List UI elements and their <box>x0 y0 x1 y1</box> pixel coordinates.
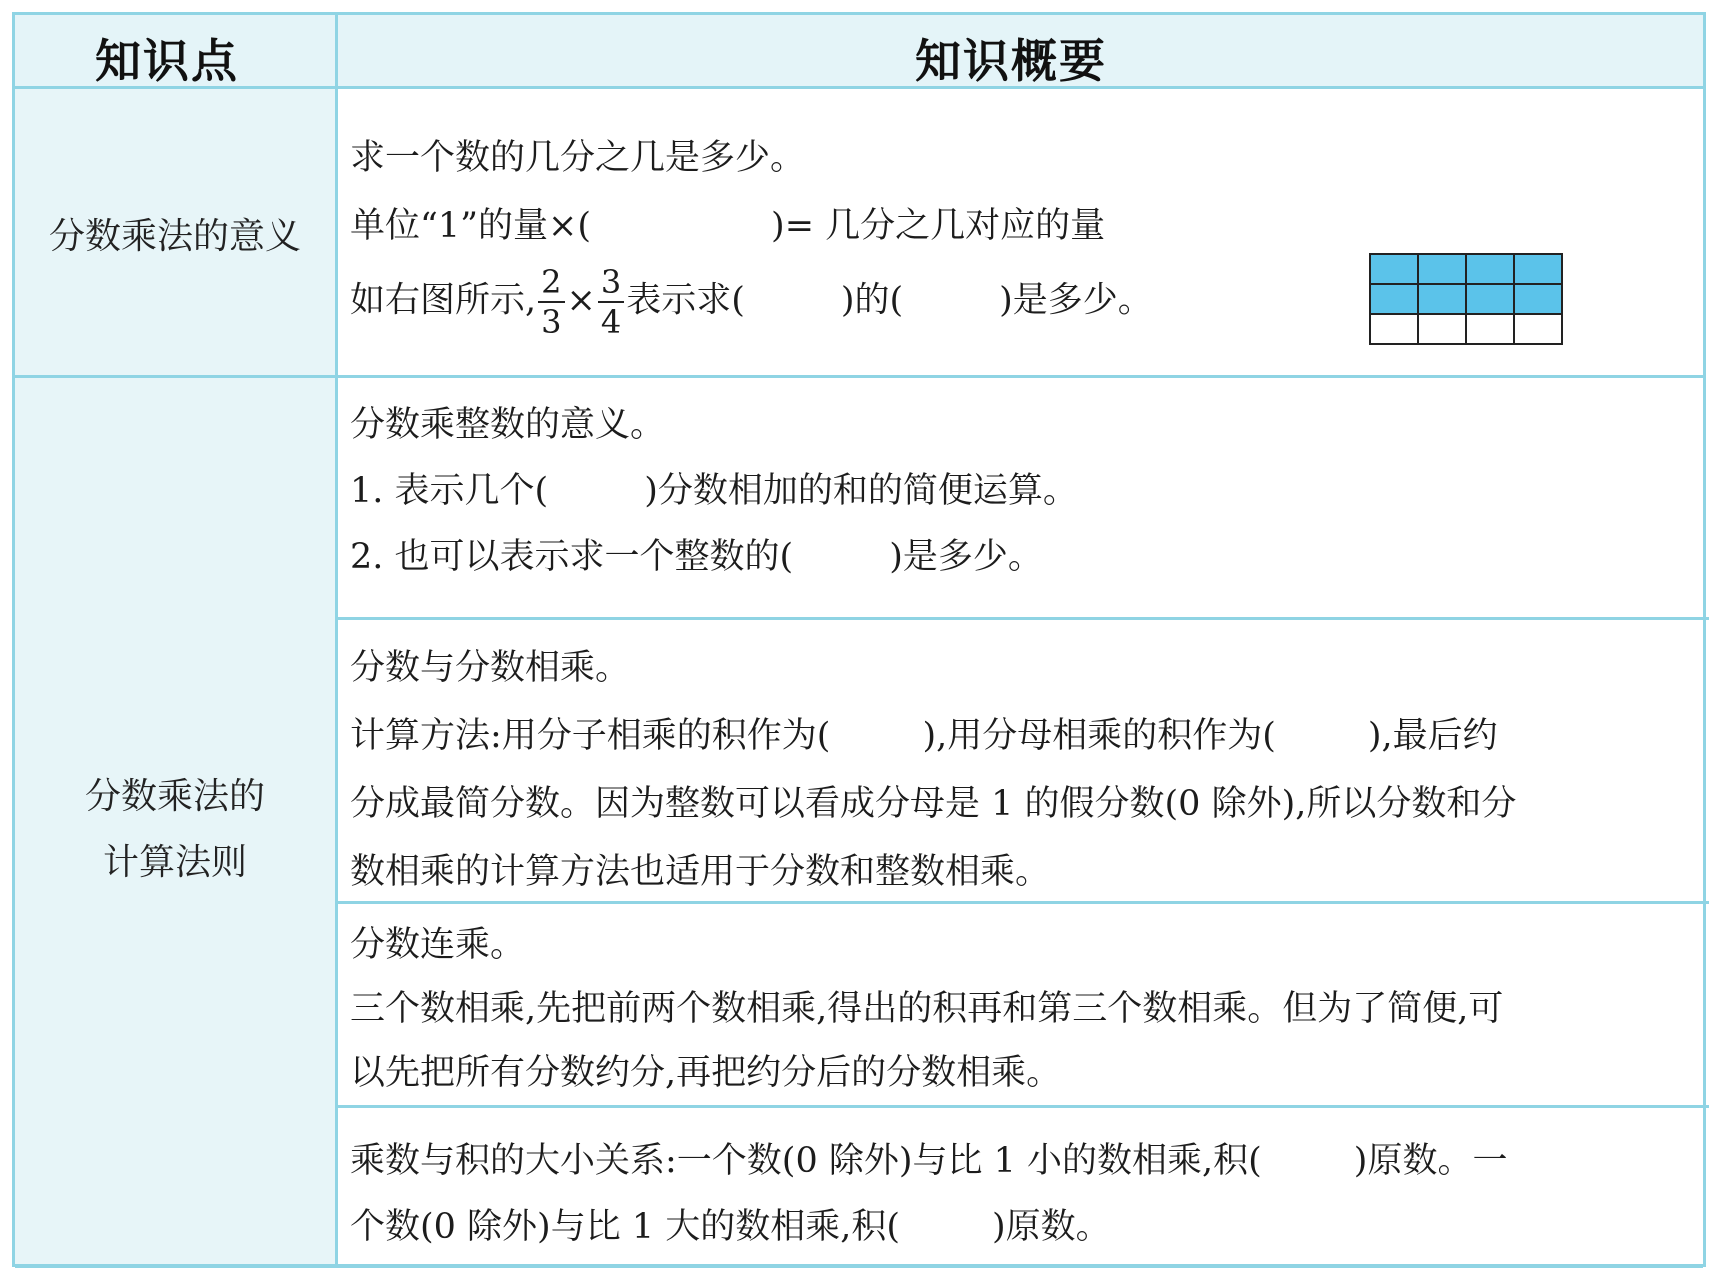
blockC-line-3: 以先把所有分数约分,再把约分后的分数相乘。 <box>350 1053 1062 1093</box>
blockA-line-2 <box>350 463 1078 513</box>
times-sign: × <box>566 280 596 321</box>
section-title-rules-2: 计算法则 <box>102 842 247 883</box>
grid-cell-empty <box>1418 314 1466 344</box>
meaning-line-3 <box>350 263 1153 341</box>
meaning-line-3-c: )是多少。 <box>999 280 1153 321</box>
fraction-denominator: 4 <box>600 303 622 341</box>
fraction-2-3 <box>538 263 564 341</box>
blockA-line-2-pre: 1. 表示几个( <box>350 471 549 511</box>
blockD-line-2 <box>350 1199 1111 1249</box>
blockC-line-1: 分数连乘。 <box>350 925 526 965</box>
blockB-line-2-pre: 计算方法:用分子相乘的积作为( <box>350 716 831 756</box>
meaning-line-1: 求一个数的几分之几是多少。 <box>350 138 806 178</box>
meaning-line-2 <box>350 198 1105 248</box>
fraction-area-grid <box>1367 251 1567 347</box>
row-divider-4 <box>335 1105 1709 1108</box>
grid-cell-empty <box>1370 314 1418 344</box>
fraction-3-4 <box>598 263 624 341</box>
column-divider <box>335 15 338 1264</box>
blockB-line-2-mid: ),用分母相乘的积作为( <box>922 716 1276 756</box>
blockA-line-3-pre: 2. 也可以表示求一个整数的( <box>350 537 794 577</box>
blockB-line-1: 分数与分数相乘。 <box>350 648 631 688</box>
grid-cell-shaded <box>1418 284 1466 314</box>
grid-cell-shaded <box>1418 254 1466 284</box>
grid-cell-shaded <box>1370 254 1418 284</box>
knowledge-table <box>12 12 1706 1267</box>
meaning-line-3-a: 表示求( <box>626 280 745 321</box>
row-divider-2 <box>335 617 1709 620</box>
blockB-line-2-post: ),最后约 <box>1367 716 1498 756</box>
blockA-line-3 <box>350 529 1043 579</box>
blockA-line-1: 分数乘整数的意义。 <box>350 405 666 445</box>
blockB-line-2 <box>350 708 1498 758</box>
grid-cell-shaded <box>1370 284 1418 314</box>
blockA-line-2-post: )分数相加的和的简便运算。 <box>644 471 1078 511</box>
blockC-line-2: 三个数相乘,先把前两个数相乘,得出的积再和第三个数相乘。但为了简便,可 <box>350 989 1504 1029</box>
table-header <box>15 15 1703 89</box>
header-knowledge-point: 知识点 <box>95 34 239 88</box>
section-title-meaning: 分数乘法的意义 <box>48 216 301 257</box>
blockD-line-2-post: )原数。 <box>992 1207 1111 1247</box>
row-divider-3 <box>335 901 1709 904</box>
meaning-line-2-pre: 单位“1”的量×( <box>350 206 592 246</box>
meaning-line-3-pre: 如右图所示, <box>350 280 537 321</box>
blockD-line-1-post: )原数。一 <box>1353 1141 1508 1181</box>
grid-cell-empty <box>1466 314 1514 344</box>
section-title-rules-1: 分数乘法的 <box>84 776 265 817</box>
grid-cell-shaded <box>1466 284 1514 314</box>
grid-cell-shaded <box>1514 284 1562 314</box>
grid-cell-shaded <box>1514 254 1562 284</box>
blockD-line-1-pre: 乘数与积的大小关系:一个数(0 除外)与比 1 小的数相乘,积( <box>350 1141 1262 1181</box>
blockD-line-2-pre: 个数(0 除外)与比 1 大的数相乘,积( <box>350 1207 901 1247</box>
meaning-line-3-b: )的( <box>840 280 904 321</box>
blockB-line-4: 数相乘的计算方法也适用于分数和整数相乘。 <box>350 852 1051 892</box>
row-divider-1 <box>15 375 1703 378</box>
row-divider-bottom <box>15 1265 1703 1268</box>
meaning-line-2-post: )= 几分之几对应的量 <box>771 206 1106 246</box>
blockA-line-3-post: )是多少。 <box>889 537 1043 577</box>
header-knowledge-summary: 知识概要 <box>915 34 1107 88</box>
grid-cell-empty <box>1514 314 1562 344</box>
fraction-numerator: 3 <box>598 263 624 303</box>
fraction-denominator: 3 <box>541 303 562 341</box>
blockD-line-1 <box>350 1133 1507 1183</box>
fraction-numerator: 2 <box>538 263 564 303</box>
blockB-line-3: 分成最简分数。因为整数可以看成分母是 1 的假分数(0 除外),所以分数和分 <box>350 784 1517 824</box>
grid-cell-shaded <box>1466 254 1514 284</box>
